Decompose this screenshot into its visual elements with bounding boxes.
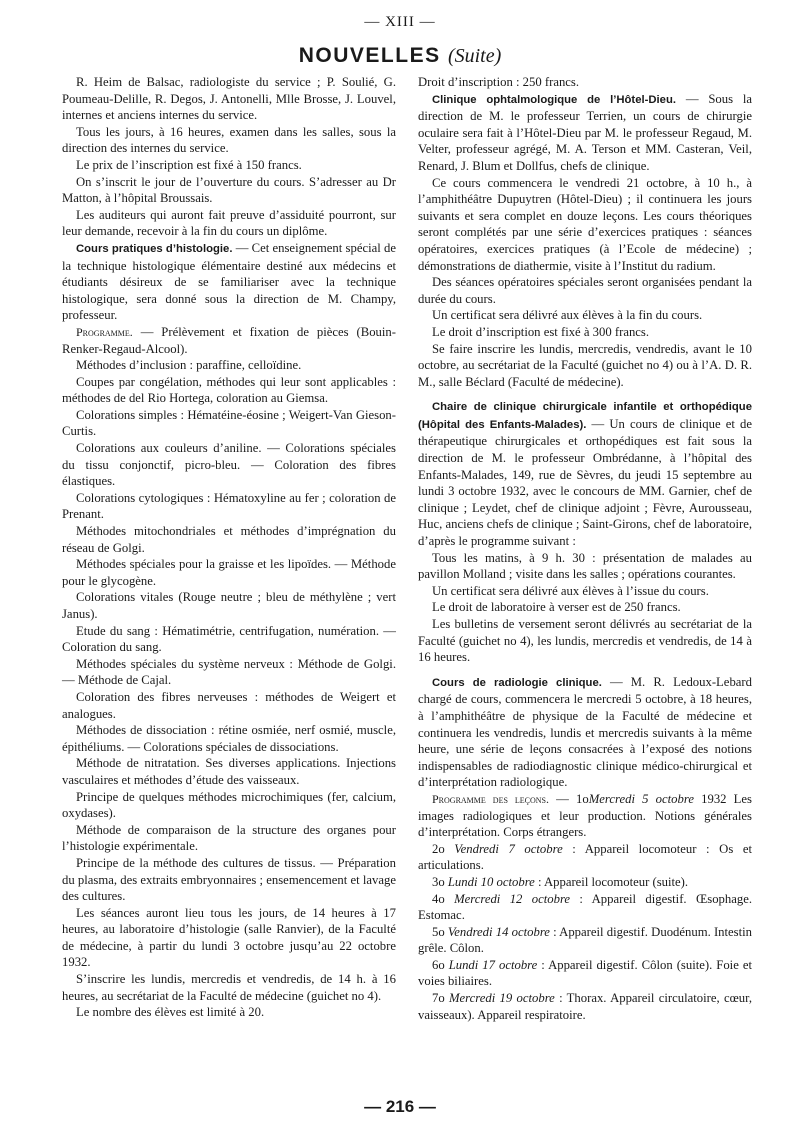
paragraph-text: : Appareil locomoteur : Os et articulations. [418,841,753,873]
left-paragraph [62,689,396,722]
paragraph-head: Chaire de clinique chirurgicale infantile et orthopédique (Hôpital des Enfants-Malades). [418,401,752,431]
left-paragraph [62,407,396,440]
paragraph-text: Se faire inscrire les lundis, mercredis, vendredis, avant le 10 octobre, au secrétariat de la Faculté (guichet no 4) ou à l’A. D. R. M., salle Béclard (Faculté de médecine). [418,341,752,389]
right-paragraph [418,957,752,990]
paragraph-sc: Programme. [76,324,133,339]
paragraph-text: — Prélèvement et fixation de pièces (Bouin-Renker-Regaud-Alcool). [62,324,396,356]
paragraph-text: — M. R. Ledoux-Lebard chargé de cours, commencera le mercredi 5 octobre, à 18 heures, à l’amphithéâtre de physique de la Faculté de médecine et continuera les vendredis, lundis et mercredis suivants à la même heure, une série de leçons consacrées à l’exposé des notions indispensables de radiodiagnostic clinique médico-chirurgical et d’interprétation radiologique. [418,674,752,790]
right-paragraph [418,841,752,874]
left-paragraph [62,240,396,324]
right-paragraph [418,74,752,91]
paragraph-text: Ce cours commencera le vendredi 21 octobre, à 10 h., à l’amphithéâtre Dupuytren (Hôtel-Dieu) ; il continuera les jours suivants et sera complet en douze leçons. Les cours théoriques seront complétés par une série d’exercices pratiques : séances opératoires, exercices pratiques (à l’Ecole de médecine) ; démonstrations de diathermie, visite à l’Institut du radium. [418,175,752,273]
right-paragraph [418,674,752,791]
page-number: — 216 — [364,1097,436,1116]
right-paragraph [418,616,752,666]
right-paragraph [418,91,752,175]
left-paragraph [62,971,396,1004]
right-paragraph [418,891,752,924]
paragraph-it: Lundi 10 octobre [447,874,535,889]
right-paragraph [418,990,752,1023]
right-paragraph [418,324,752,341]
right-column [418,74,752,1023]
left-paragraph [62,755,396,788]
right-paragraph [418,274,752,307]
right-paragraph [418,599,752,616]
paragraph-text: Méthodes de dissociation : rétine osmiée, nerf osmié, muscle, épithéliums. — Colorations spéciales de dissociations. [62,723,396,754]
paragraph-text: Coupes par congélation, méthodes qui leur sont applicables : méthodes de del Rio Hortega, coloration au Giemsa. [62,374,396,406]
left-paragraph [62,905,396,971]
paragraph-text: : Appareil digestif. Œsophage. Estomac. [418,891,752,923]
paragraph-text: — Un cours de clinique et de thérapeutique chirurgicales et orthopédiques est fait sous la direction de M. le professeur Ombrédanne, à l’hôpital des Enfants-Malades, 149, rue de Sèvres, du jeudi 15 septembre au lundi 3 octobre 1932, avec le concours de MM. Garnier, chef de clinique ; Leydet, chef de clinique adjoint ; Fèvre, Aurousseau, Huc, anciens chefs de clinique ; Saint-Girons, chef de laboratoire, d’après le programme suivant : [418,416,752,549]
paragraph-text: Méthodes mitochondriales et méthodes d’imprégnation du réseau de Golgi. [62,524,396,555]
title-suite: (Suite) [447,45,502,67]
paragraph-text: R. Heim de Balsac, radiologiste du service ; P. Soulié, G. Poumeau-Delille, R. Degos, J. Antonelli, Mlle Brosse, J. Louvel, internes et anciens internes du service. [62,75,396,123]
paragraph-text: Les séances auront lieu tous les jours, de 14 heures à 17 heures, au laboratoire d’histologie (salle Ranvier), de la Faculté de médecine, à partir du lundi 3 octobre jusqu’au 22 octobre 1932. [62,905,396,970]
paragraph-head: Cours de radiologie clinique. [432,676,602,689]
paragraph-text: Les bulletins de versement seront délivrés au secrétariat de la Faculté (guichet no 4), les lundis, mercredis et vendredis, de 14 à 16 heures. [418,617,752,665]
paragraph-text: : Appareil locomoteur (suite). [534,874,689,889]
paragraph-text: : Thorax. Appareil circulatoire, cœur, vaisseaux). Appareil respiratoire. [418,991,752,1022]
left-paragraph [62,589,396,622]
left-paragraph [62,623,396,656]
paragraph-pre: — 1o [549,791,589,806]
paragraph-pre: 4o [432,891,455,906]
page-title [0,44,800,68]
left-column [62,74,396,1021]
paragraph-it: Mercredi 5 octobre [588,791,694,806]
paragraph-text: Le droit de laboratoire à verser est de 250 francs. [432,600,681,615]
paragraph-text: Méthode de nitratation. Ses diverses applications. Injections vasculaires et méthodes d’étude des vaisseaux. [62,756,396,787]
paragraph-text: Un certificat sera délivré aux élèves à l’issue du cours. [432,583,709,598]
left-paragraph [62,722,396,755]
paragraph-head: Cours pratiques d’histologie. [76,242,233,255]
left-paragraph [62,157,396,174]
paragraph-text: Le prix de l’inscription est fixé à 150 francs. [76,157,302,172]
left-paragraph [62,374,396,407]
paragraph-text: Colorations aux couleurs d’aniline. — Colorations spéciales du tissu conjonctif, picro-bleu. — Coloration des fibres élastiques. [62,441,396,489]
paragraph-pre: 6o [432,957,449,972]
left-paragraph [62,324,396,357]
paragraph-pre: 3o [432,874,448,889]
right-paragraph [418,398,752,549]
right-paragraph [418,583,752,600]
left-paragraph [62,1004,396,1021]
paragraph-text: — Cet enseignement spécial de la technique histologique élémentaire destiné aux médecins et étudiants désireux de se familiariser avec la technique histologique, sera donné sous la direction de M. Champy, professeur. [62,240,396,323]
paragraph-text: Colorations cytologiques : Hématoxyline au fer ; coloration de Prenant. [62,490,396,522]
paragraph-text: Méthodes spéciales du système nerveux : Méthode de Golgi. — Méthode de Cajal. [62,656,396,688]
paragraph-text: Méthode de comparaison de la structure des organes pour l’histologie expérimentale. [62,822,396,854]
paragraph-it: Lundi 17 octobre [448,957,538,972]
paragraph-text: 1932 Les images radiologiques et leur production. Notions générales d’interprétation. Corps étrangers. [418,791,752,840]
right-paragraph [418,175,752,275]
paragraph-text: On s’inscrit le jour de l’ouverture du cours. S’adresser au Dr Matton, à l’hôpital Broussais. [62,174,396,206]
left-paragraph [62,490,396,523]
left-paragraph [62,207,396,240]
paragraph-it: Vendredi 7 octobre [454,841,563,856]
paragraph-it: Mercredi 12 octobre [454,891,571,906]
paragraph-text: Colorations vitales (Rouge neutre ; bleu de méthylène ; vert Janus). [62,590,396,621]
left-paragraph [62,789,396,822]
paragraph-text: : Appareil digestif. Duodénum. Intestin grêle. Côlon. [418,924,752,956]
paragraph-pre: 7o [432,991,449,1006]
right-paragraph [418,924,752,957]
paragraph-text: S’inscrire les lundis, mercredis et vendredis, de 14 h. à 16 heures, au secrétariat de la Faculté de médecine (guichet no 4). [62,972,396,1003]
paragraph-pre: 2o [432,841,455,856]
paragraph-text: Coloration des fibres nerveuses : méthodes de Weigert et analogues. [62,689,396,721]
title-main: NOUVELLES [298,44,441,67]
paragraph-text: Des séances opératoires spéciales seront organisées pendant la durée du cours. [418,275,752,306]
left-paragraph [62,822,396,855]
left-paragraph [62,124,396,157]
left-paragraph [62,656,396,689]
paragraph-text: Tous les jours, à 16 heures, examen dans les salles, sous la direction des internes du service. [62,124,396,156]
paragraph-text: Principe de la méthode des cultures de tissus. — Préparation du plasma, des extraits embryonnaires ; ensemencement et lavage des cultures. [62,855,396,904]
paragraph-text: Les auditeurs qui auront fait preuve d’assiduité pourront, sur leur demande, recevoir à la fin du cours un diplôme. [62,207,396,239]
paragraph-text: Le droit d’inscription est fixé à 300 francs. [432,324,650,339]
paragraph-text: Le nombre des élèves est limité à 20. [76,1005,265,1020]
paragraph-text: Tous les matins, à 9 h. 30 : présentation de malades au pavillon Molland ; visite dans les salles ; opérations courantes. [418,550,752,582]
right-paragraph [418,307,752,324]
paragraph-it: Vendredi 14 octobre [447,924,550,939]
left-paragraph [62,440,396,490]
paragraph-pre: 5o [432,924,448,939]
left-paragraph [62,74,396,124]
paragraph-text: Principe de quelques méthodes microchimiques (fer, calcium, oxydases). [62,789,396,821]
right-paragraph [418,341,752,391]
paragraph-text: : Appareil digestif. Côlon (suite). Foie et voies biliaires. [418,957,752,989]
left-paragraph [62,174,396,207]
paragraph-it: Mercredi 19 octobre [448,991,555,1006]
right-paragraph [418,791,752,841]
left-paragraph [62,556,396,589]
paragraph-text: Etude du sang : Hématimétrie, centrifugation, numération. — Coloration du sang. [62,623,396,655]
paragraph-text: Un certificat sera délivré aux élèves à la fin du cours. [432,308,703,323]
left-paragraph [62,357,396,374]
paragraph-text: Méthodes spéciales pour la graisse et les lipoïdes. — Méthode pour le glycogène. [62,557,396,588]
right-paragraph [418,874,752,891]
left-paragraph [62,523,396,556]
paragraph-text: — Sous la direction de M. le professeur Terrien, un cours de chirurgie oculaire sera fait à l’Hôtel-Dieu par M. le professeur Regaud, M. Velter, professeur agrégé, M. A. Terson et MM. Casteran, Veil, Renard, J. Blum et Dollfus, chefs de clinique. [418,91,752,173]
right-paragraph [418,550,752,583]
paragraph-text: Méthodes d’inclusion : paraffine, celloïdine. [76,358,302,373]
paragraph-text: Colorations simples : Hématéine-éosine ; Weigert-Van Gieson-Curtis. [62,407,396,439]
paragraph-text: Droit d’inscription : 250 francs. [418,75,580,89]
paragraph-head: Clinique ophtalmologique de l’Hôtel-Dieu. [432,93,676,106]
paragraph-sc: Programme des leçons. [432,791,550,806]
page-header-roman: — XIII — [364,14,436,30]
left-paragraph [62,855,396,905]
